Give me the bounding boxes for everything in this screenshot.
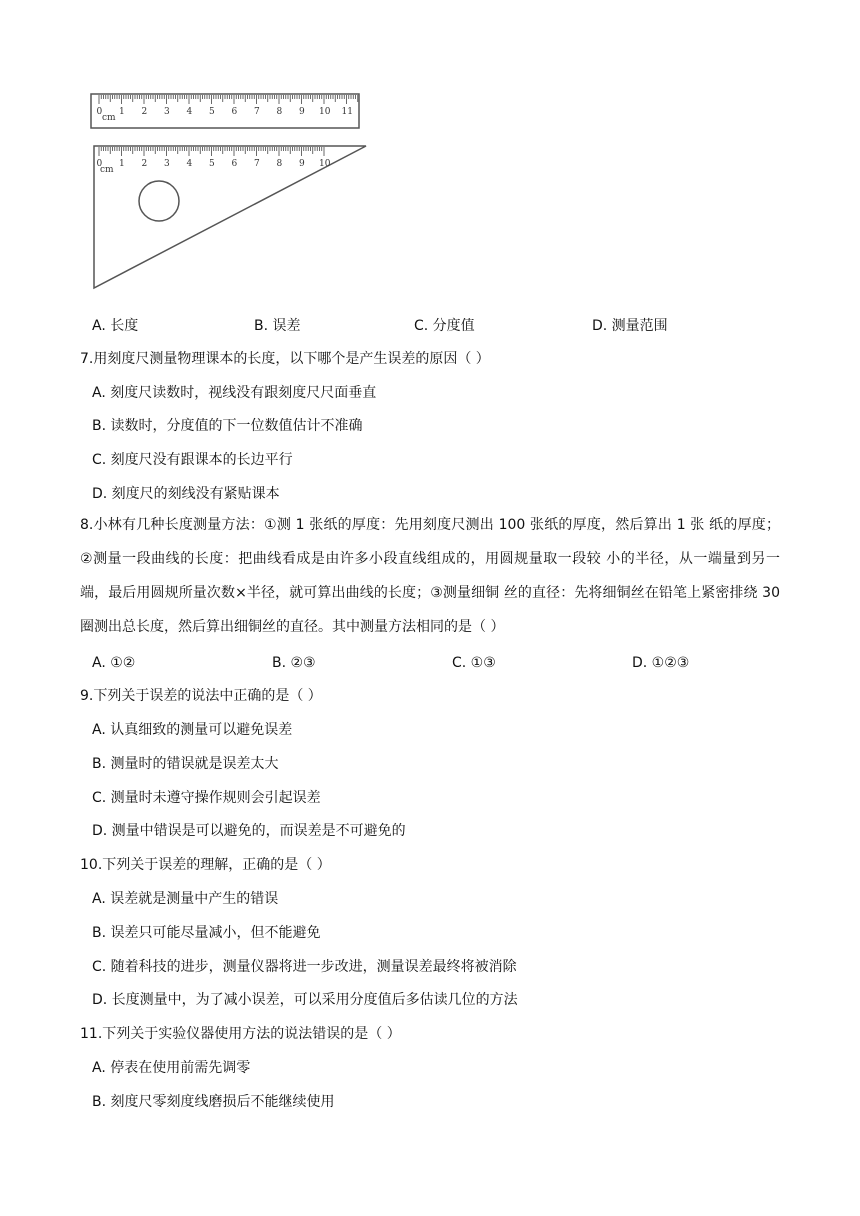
q7-option-d: D. 刻度尺的刻线没有紧贴课本 <box>92 486 280 502</box>
ruler-tick-label: 5 <box>209 107 215 117</box>
q9-stem: 9.下列关于误差的说法中正确的是（ ） <box>80 688 322 704</box>
q10-option-c: C. 随着科技的进步，测量仪器将进一步改进，测量误差最终将被消除 <box>92 959 517 975</box>
q11-stem: 11.下列关于实验仪器使用方法的说法错误的是（ ） <box>80 1026 401 1042</box>
set-square-unit-label: cm <box>100 165 114 175</box>
q11-option-a: A. 停表在使用前需先调零 <box>92 1060 251 1076</box>
ruler-unit-label: cm <box>102 113 116 123</box>
q6-option-b: B. 误差 <box>254 318 301 334</box>
set-square-hole <box>139 181 179 221</box>
q10-option-b: B. 误差只可能尽量减小，但不能避免 <box>92 925 321 941</box>
q7-stem: 7.用刻度尺测量物理课本的长度，以下哪个是产生误差的原因（ ） <box>80 351 490 367</box>
q10-stem: 10.下列关于误差的理解，正确的是（ ） <box>80 857 331 873</box>
ruler-tick-label: 6 <box>231 107 238 117</box>
ruler-tick-label: 4 <box>186 107 193 117</box>
q6-option-c: C. 分度值 <box>414 318 475 334</box>
q8-option-a: A. ①② <box>92 655 136 671</box>
ruler-tick-label: 2 <box>141 107 148 117</box>
q7-option-a: A. 刻度尺读数时，视线没有跟刻度尺尺面垂直 <box>92 385 377 401</box>
q8-stem: 8.小林有几种长度测量方法：①测 1 张纸的厚度：先用刻度尺测出 100 张纸的厚度，然后算出 1 张 纸的厚度；②测量一段曲线的长度：把曲线看成是由许多小段直线组成的，用圆规量取一段较 小的半径，从一端量到另一端，最后用圆规所量次数×半径，就可算出曲线的长度；③测量细铜 丝的直径：先将细铜丝在铅笔上紧密排绕 30 圈测出总长度，然后算出细铜丝的直径。其中测量方法相同的是（ ） <box>80 517 780 635</box>
set-square-tick-label: 8 <box>276 159 283 169</box>
q9-option-d: D. 测量中错误是可以避免的，而误差是不可避免的 <box>92 823 406 839</box>
ruler-tick-label: 7 <box>254 107 260 117</box>
q8-option-b: B. ②③ <box>272 655 316 671</box>
set-square-tick-label: 1 <box>119 159 125 169</box>
set-square-tick-label: 10 <box>319 159 331 169</box>
q10-option-a: A. 误差就是测量中产生的错误 <box>92 891 279 907</box>
ruler-tick-label: 1 <box>119 107 125 117</box>
ruler-tick-label: 11 <box>341 107 353 117</box>
ruler-tick-label: 9 <box>299 107 305 117</box>
ruler-figure <box>86 88 376 298</box>
q9-option-a: A. 认真细致的测量可以避免误差 <box>92 722 293 738</box>
ruler-tick-label: 3 <box>164 107 170 117</box>
set-square-tick-label: 4 <box>186 159 193 169</box>
q6-option-d: D. 测量范围 <box>592 318 668 334</box>
set-square-tick-label: 5 <box>209 159 215 169</box>
set-square-tick-label: 9 <box>299 159 305 169</box>
set-square-tick-label: 0 <box>96 159 103 169</box>
set-square-tick-label: 3 <box>164 159 170 169</box>
q9-option-b: B. 测量时的错误就是误差太大 <box>92 756 279 772</box>
q6-option-a: A. 长度 <box>92 318 139 334</box>
ruler-tick-label: 10 <box>319 107 331 117</box>
q8-option-c: C. ①③ <box>452 655 496 671</box>
ruler-tick-label: 0 <box>96 107 103 117</box>
q7-option-c: C. 刻度尺没有跟课本的长边平行 <box>92 452 293 468</box>
q7-option-b: B. 读数时，分度值的下一位数值估计不准确 <box>92 418 363 434</box>
q10-option-d: D. 长度测量中，为了减小误差，可以采用分度值后多估读几位的方法 <box>92 992 518 1008</box>
set-square-tick-label: 2 <box>141 159 148 169</box>
set-square-tick-label: 6 <box>231 159 238 169</box>
q8-option-d: D. ①②③ <box>632 655 690 671</box>
q11-option-b: B. 刻度尺零刻度线磨损后不能继续使用 <box>92 1094 335 1110</box>
set-square-tick-label: 7 <box>254 159 260 169</box>
q9-option-c: C. 测量时未遵守操作规则会引起误差 <box>92 790 321 806</box>
ruler-tick-label: 8 <box>276 107 283 117</box>
